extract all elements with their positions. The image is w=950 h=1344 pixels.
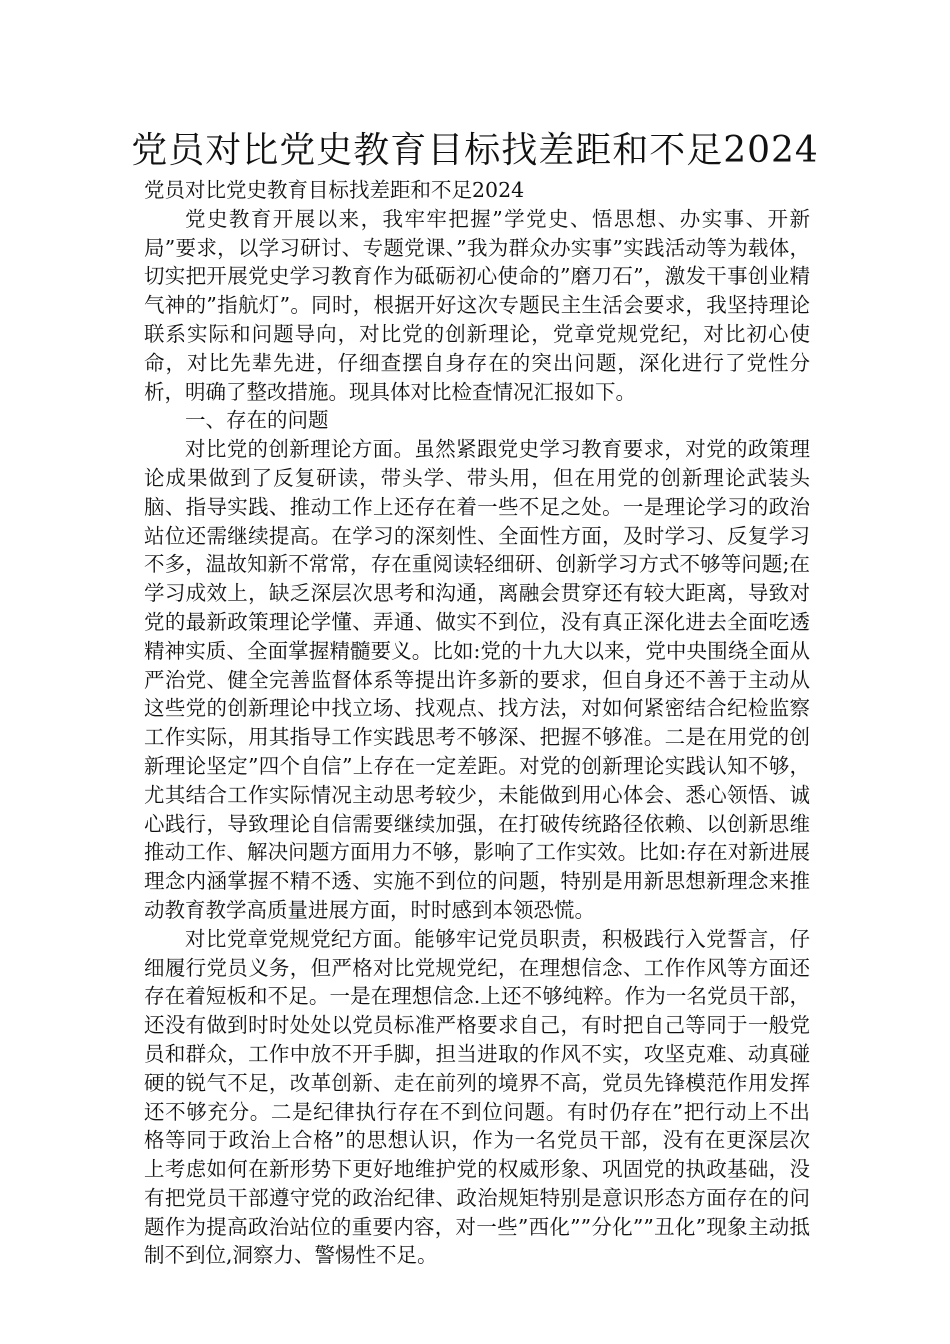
paragraph-party-rules: 对比党章党规党纪方面。能够牢记党员职责，积极践行入党誓言，仔细履行党员义务，但严格对比党规党纪，在理想信念、工作作风等方面还存在着短板和不足。一是在理想信念.上还不够纯粹。作为一名党员干部，还没有做到时时处处以党员标准严格要求自己，有时把自己等同于一般党员和群众，工作中放不开手脚，担当进取的作风不实，攻坚克难、动真碰硬的锐气不足，改革创新、走在前列的境界不高，党员先锋模范作用发挥还不够充分。二是纪律执行存在不到位问题。有时仍存在”把行动上不出格等同于政治上合格”的思想认识，作为一名党员干部，没有在更深层次上考虑如何在新形势下更好地维护党的权威形象、巩固党的执政基础，没有把党员干部遵守党的政治纪律、政治规矩特别是意识形态方面存在的问题作为提高政治站位的重要内容，对一些”西化””分化””丑化”现象主动抵制不到位,洞察力、警惕性不足。	[144, 926, 810, 1268]
document-subtitle: 党员对比党史教育目标找差距和不足2024	[144, 178, 525, 202]
paragraph-theory: 对比党的创新理论方面。虽然紧跟党史学习教育要求，对党的政策理论成果做到了反复研读，带头学、带头用，但在用党的创新理论武装头脑、指导实践、推动工作上还存在着一些不足之处。一是理论学习的政治站位还需继续提高。在学习的深刻性、全面性方面，及时学习、反复学习不多，温故知新不常常，存在重阅读轻细研、创新学习方式不够等问题;在学习成效上，缺乏深层次思考和沟通，离融会贯穿还有较大距离，导致对党的最新政策理论学懂、弄通、做实不到位，没有真正深化进去全面吃透精神实质、全面掌握精髓要义。比如:党的十九大以来，党中央围绕全面从严治党、健全完善监督体系等提出许多新的要求，但自身还不善于主动从这些党的创新理论中找立场、找观点、找方法，对如何紧密结合纪检监察工作实际，用其指导工作实践思考不够深、把握不够准。二是在用党的创新理论坚定”四个自信”上存在一定差距。对党的创新理论实践认知不够，尤其结合工作实际情况主动思考较少，未能做到用心体会、悉心领悟、诚心践行，导致理论自信需要继续加强，在打破传统路径依赖、以创新思维推动工作、解决问题方面用力不够，影响了工作实效。比如:存在对新进展理念内涵掌握不精不透、实施不到位的问题，特别是用新思想新理念来推动教育教学高质量进展方面，时时感到本领恐慌。	[144, 437, 810, 922]
document-title: 党员对比党史教育目标找差距和不足2024	[131, 130, 819, 171]
section-heading: 一、存在的问题	[185, 408, 329, 433]
paragraph-intro: 党史教育开展以来，我牢牢把握”学党史、悟思想、办实事、开新局”要求，以学习研讨、专题党课、”我为群众办实事”实践活动等为载体，切实把开展党史学习教育作为砥砺初心使命的”磨刀石”，激发干事创业精气神的”指航灯”。同时，根据开好这次专题民主生活会要求，我坚持理论联系实际和问题导向，对比党的创新理论，党章党规党纪，对比初心使命，对比先辈先进，仔细查摆自身存在的突出问题，深化进行了党性分析，明确了整改措施。现具体对比检查情况汇报如下。	[144, 206, 810, 404]
document-body	[144, 176, 810, 1270]
